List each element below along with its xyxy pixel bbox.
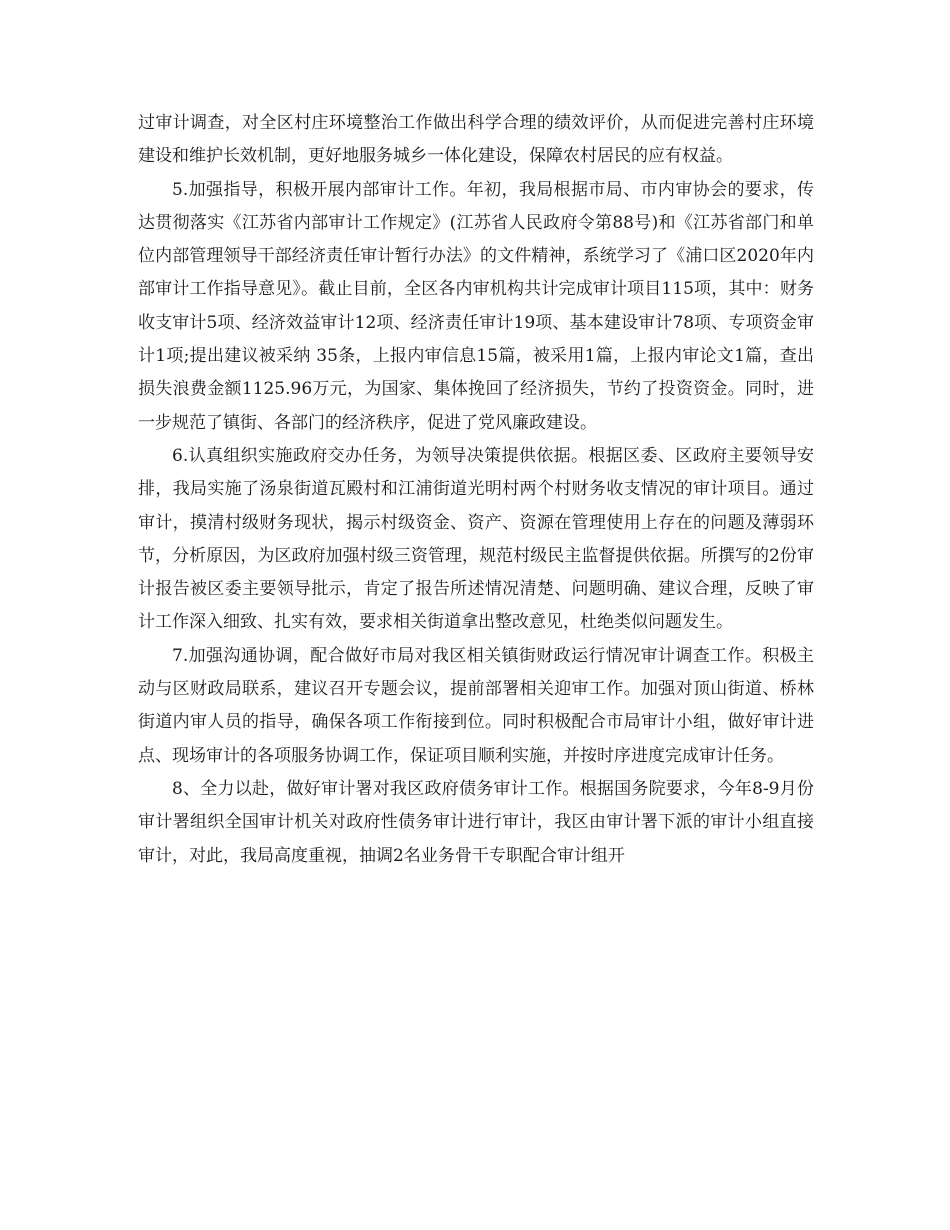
paragraph-continuation: 过审计调查，对全区村庄环境整治工作做出科学合理的绩效评价，从而促进完善村庄环境建设和维护长效机制，更好地服务城乡一体化建设，保障农村居民的应有权益。 [138,113,814,167]
paragraph-item-5: 5.加强指导，积极开展内部审计工作。年初，我局根据市局、市内审协会的要求，传达贯彻落实《江苏省内部审计工作规定》(江苏省人民政府令第88号)和《江苏省部门和单位内部管理领导干部经济责任审计暂行办法》的文件精神，系统学习了《浦口区2020年内部审计工作指导意见》。截止目前，全区各内审机构共计完成审计项目115项，其中：财务收支审计5项、经济效益审计12项、经济责任审计19项、基本建设审计78项、专项资金审计1项;提出建议被采纳 35条，上报内审信息15篇，被采用1篇，上报内审论文1篇，查出损失浪费金额1125.96万元，为国家、集体挽回了经济损失，节约了投资资金。同时，进一步规范了镇街、各部门的经济秩序，促进了党风廉政建设。 [138,179,814,433]
document-page [138,107,814,873]
paragraph-item-7: 7.加强沟通协调，配合做好市局对我区相关镇街财政运行情况审计调查工作。积极主动与区财政局联系，建议召开专题会议，提前部署相关迎审工作。加强对顶山街道、桥林街道内审人员的指导，确保各项工作衔接到位。同时积极配合市局审计小组，做好审计进点、现场审计的各项服务协调工作，保证项目顺利实施，并按时序进度完成审计任务。 [138,645,814,766]
paragraph-item-8: 8、全力以赴，做好审计署对我区政府债务审计工作。根据国务院要求，今年8-9月份审计署组织全国审计机关对政府性债务审计进行审计，我区由审计署下派的审计小组直接审计，对此，我局高度重视，抽调2名业务骨干专职配合审计组开 [138,778,814,866]
paragraph-item-6: 6.认真组织实施政府交办任务，为领导决策提供依据。根据区委、区政府主要领导安排，我局实施了汤泉街道瓦殿村和江浦街道光明村两个村财务收支情况的审计项目。通过审计，摸清村级财务现状，揭示村级资金、资产、资源在管理使用上存在的问题及薄弱环节，分析原因，为区政府加强村级三资管理，规范村级民主监督提供依据。所撰写的2份审计报告被区委主要领导批示，肯定了报告所述情况清楚、问题明确、建议合理，反映了审计工作深入细致、扎实有效，要求相关街道拿出整改意见，杜绝类似问题发生。 [138,445,814,633]
